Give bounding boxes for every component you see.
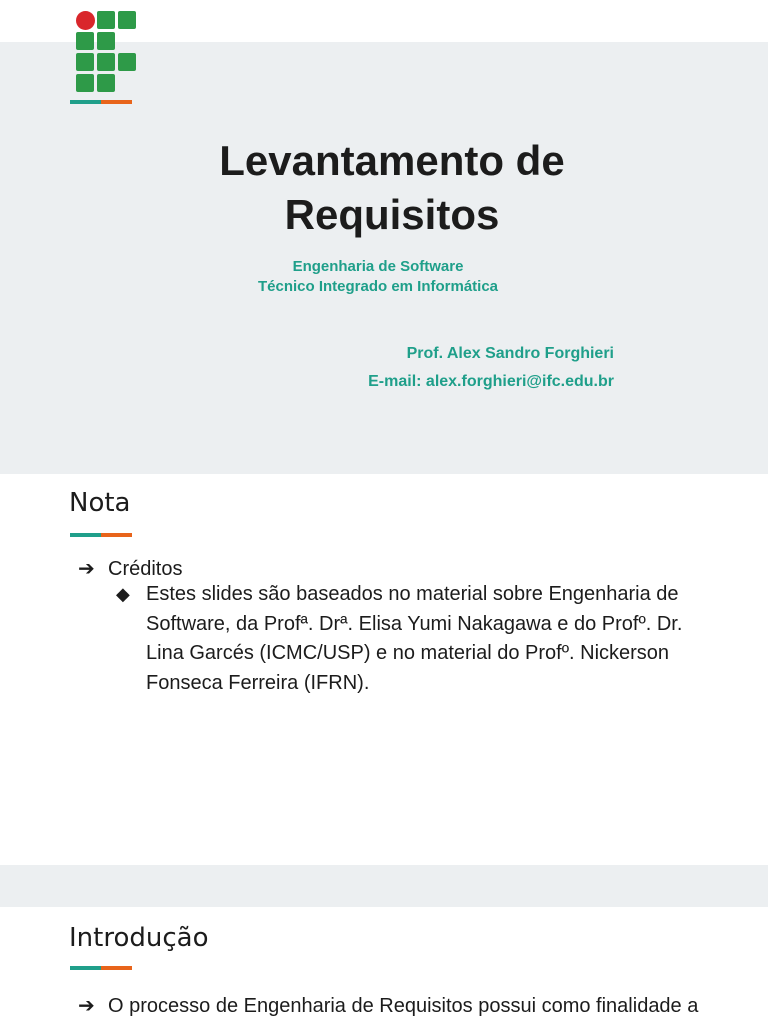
arrow-bullet-icon: ➔ bbox=[78, 995, 95, 1017]
sub-list-item-text: Estes slides são baseados no material sobre Engenharia de Software, da Profª. Drª. Elisa Yumi Nakagawa e do Profº. Dr. Lina Garcés (ICMC/USP) e no material do Profº. Nickerson Fonseca Ferreira (IFRN). bbox=[146, 583, 683, 694]
list-item bbox=[78, 991, 718, 1021]
presentation-title bbox=[0, 134, 768, 242]
logo-accent-bar bbox=[70, 100, 132, 104]
slide-heading: Introdução bbox=[69, 923, 209, 953]
heading-accent-bar bbox=[70, 966, 132, 970]
introducao-slide bbox=[0, 907, 768, 1024]
slide-heading: Nota bbox=[69, 488, 131, 518]
nota-slide bbox=[0, 474, 768, 865]
title-line-1: Levantamento de bbox=[219, 137, 565, 184]
author-name: Prof. Alex Sandro Forghieri bbox=[406, 345, 614, 362]
subtitle-course: Engenharia de Software bbox=[292, 258, 464, 275]
list-item-text: O processo de Engenharia de Requisitos possui como finalidade a bbox=[108, 995, 699, 1017]
title-line-2: Requisitos bbox=[284, 191, 500, 238]
author-email: E-mail: alex.forghieri@ifc.edu.br bbox=[368, 373, 614, 390]
sub-list-item bbox=[116, 580, 716, 698]
ifc-logo-icon bbox=[76, 11, 138, 105]
heading-accent-bar bbox=[70, 533, 132, 537]
arrow-bullet-icon: ➔ bbox=[78, 558, 95, 580]
title-slide bbox=[0, 0, 768, 432]
list-item-text: Créditos bbox=[108, 558, 183, 580]
subtitle-program: Técnico Integrado em Informática bbox=[257, 278, 499, 295]
diamond-bullet-icon: ◆ bbox=[116, 584, 130, 604]
